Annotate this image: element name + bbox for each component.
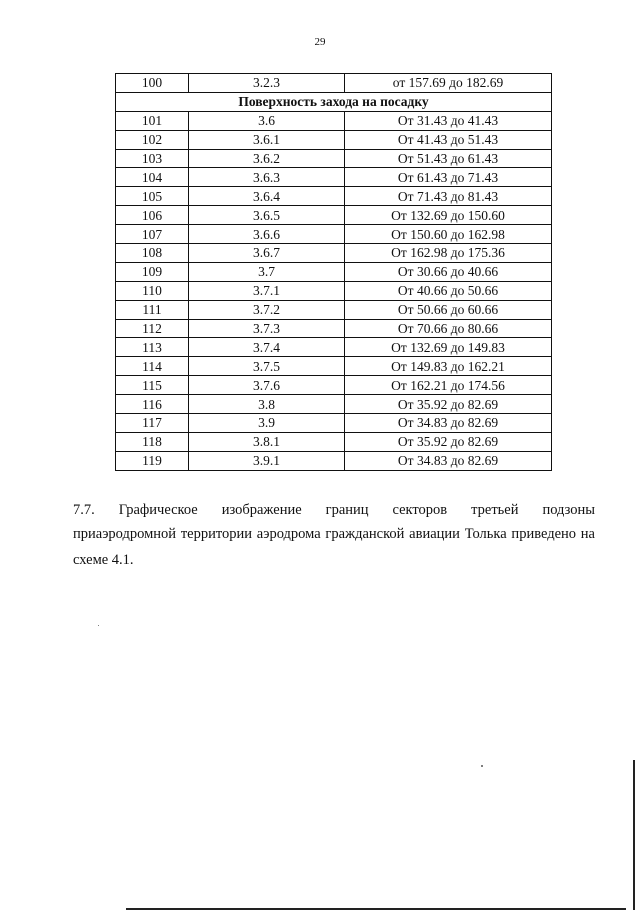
range-cell: От 41.43 до 51.43 (345, 130, 552, 149)
table-row (116, 262, 552, 281)
table-row (116, 74, 552, 93)
sector-code-cell: 3.8 (189, 395, 345, 414)
range-cell: От 34.83 до 82.69 (345, 414, 552, 433)
sector-code-cell: 3.6.2 (189, 149, 345, 168)
sector-code-cell: 3.6.7 (189, 244, 345, 263)
sector-table (115, 73, 552, 471)
row-number-cell: 118 (116, 432, 189, 451)
range-cell: От 30.66 до 40.66 (345, 262, 552, 281)
table-row (116, 451, 552, 470)
scan-speck (481, 765, 483, 767)
row-number-cell: 114 (116, 357, 189, 376)
table-row (116, 244, 552, 263)
sector-code-cell: 3.7.3 (189, 319, 345, 338)
range-cell: От 132.69 до 149.83 (345, 338, 552, 357)
table-row (116, 206, 552, 225)
scan-border-mark (126, 908, 626, 910)
table-row (116, 432, 552, 451)
table-row (116, 111, 552, 130)
row-number-cell: 112 (116, 319, 189, 338)
row-number-cell: 113 (116, 338, 189, 357)
row-number-cell: 110 (116, 281, 189, 300)
sector-code-cell: 3.9.1 (189, 451, 345, 470)
row-number-cell: 109 (116, 262, 189, 281)
table-row (116, 187, 552, 206)
table-row (116, 357, 552, 376)
row-number-cell: 111 (116, 300, 189, 319)
scan-border-mark (633, 760, 635, 910)
row-number-cell: 105 (116, 187, 189, 206)
row-number-cell: 115 (116, 376, 189, 395)
table-row (116, 319, 552, 338)
row-number-cell: 103 (116, 149, 189, 168)
sector-code-cell: 3.7.4 (189, 338, 345, 357)
range-cell: От 132.69 до 150.60 (345, 206, 552, 225)
row-number-cell: 100 (116, 74, 189, 93)
paragraph-line-2: приаэродромной территории аэродрома гражданской авиации Толька приведено на (73, 526, 595, 542)
table-row (116, 338, 552, 357)
sector-code-cell: 3.7 (189, 262, 345, 281)
page-number: 29 (314, 36, 326, 48)
range-cell: От 162.21 до 174.56 (345, 376, 552, 395)
sector-code-cell: 3.6.1 (189, 130, 345, 149)
sector-code-cell: 3.2.3 (189, 74, 345, 93)
sector-code-cell: 3.6.6 (189, 225, 345, 244)
range-cell: От 35.92 до 82.69 (345, 432, 552, 451)
sector-code-cell: 3.6.4 (189, 187, 345, 206)
sector-code-cell: 3.6 (189, 111, 345, 130)
table-row (116, 395, 552, 414)
table-section-row (116, 92, 552, 111)
range-cell: От 40.66 до 50.66 (345, 281, 552, 300)
row-number-cell: 102 (116, 130, 189, 149)
row-number-cell: 119 (116, 451, 189, 470)
range-cell: От 61.43 до 71.43 (345, 168, 552, 187)
range-cell: От 34.83 до 82.69 (345, 451, 552, 470)
row-number-cell: 108 (116, 244, 189, 263)
paragraph-line-3: схеме 4.1. (73, 552, 134, 568)
range-cell: От 35.92 до 82.69 (345, 395, 552, 414)
row-number-cell: 117 (116, 414, 189, 433)
range-cell: От 51.43 до 61.43 (345, 149, 552, 168)
range-cell: От 70.66 до 80.66 (345, 319, 552, 338)
range-cell: от 157.69 до 182.69 (345, 74, 552, 93)
sector-code-cell: 3.7.5 (189, 357, 345, 376)
table-row (116, 300, 552, 319)
table-row (116, 168, 552, 187)
table-row (116, 225, 552, 244)
range-cell: От 71.43 до 81.43 (345, 187, 552, 206)
sector-code-cell: 3.6.5 (189, 206, 345, 225)
table-row (116, 149, 552, 168)
range-cell: От 149.83 до 162.21 (345, 357, 552, 376)
sector-code-cell: 3.9 (189, 414, 345, 433)
sector-code-cell: 3.7.6 (189, 376, 345, 395)
row-number-cell: 101 (116, 111, 189, 130)
row-number-cell: 104 (116, 168, 189, 187)
row-number-cell: 107 (116, 225, 189, 244)
range-cell: От 150.60 до 162.98 (345, 225, 552, 244)
table-row (116, 414, 552, 433)
sector-code-cell: 3.7.1 (189, 281, 345, 300)
sector-code-cell: 3.8.1 (189, 432, 345, 451)
paragraph-line-1: 7.7. Графическое изображение границ секторов третьей подзоны (73, 502, 595, 518)
sector-code-cell: 3.7.2 (189, 300, 345, 319)
row-number-cell: 106 (116, 206, 189, 225)
table-row (116, 281, 552, 300)
range-cell: От 50.66 до 60.66 (345, 300, 552, 319)
table-row (116, 376, 552, 395)
range-cell: От 162.98 до 175.36 (345, 244, 552, 263)
sector-code-cell: 3.6.3 (189, 168, 345, 187)
scan-speck (98, 625, 99, 626)
sector-table-body (116, 74, 552, 471)
table-row (116, 130, 552, 149)
range-cell: От 31.43 до 41.43 (345, 111, 552, 130)
section-title: Поверхность захода на посадку (116, 92, 552, 111)
row-number-cell: 116 (116, 395, 189, 414)
